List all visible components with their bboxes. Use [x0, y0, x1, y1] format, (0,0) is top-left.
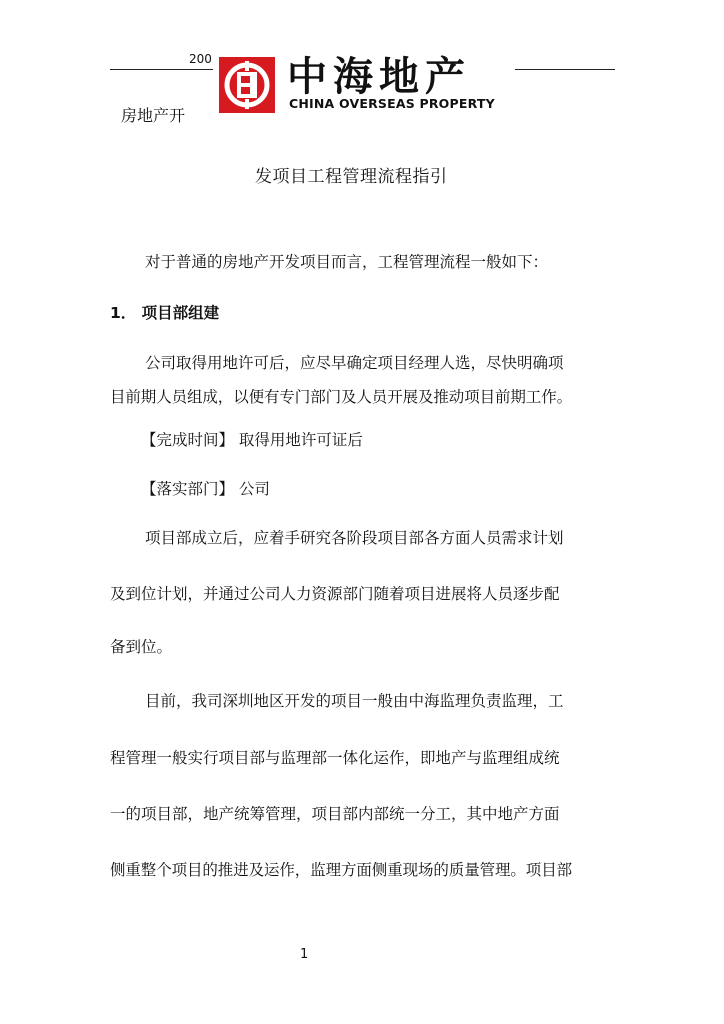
- responsible-dept-line: 【落实部门】 公司: [141, 480, 270, 498]
- intro-paragraph: 对于普通的房地产开发项目而言，工程管理流程一般如下：: [145, 253, 549, 271]
- paragraph-line: 备到位。: [110, 638, 173, 656]
- header-left-text: 房地产开: [121, 106, 186, 125]
- paragraph-line: 目前期人员组成，以便有专门部门及人员开展及推动项目前期工作。: [110, 388, 573, 406]
- logo-chinese-name: 中海地产: [287, 53, 471, 100]
- logo-english-name: CHINA OVERSEAS PROPERTY: [289, 96, 495, 111]
- paragraph-line: 及到位计划，并通过公司人力资源部门随着项目进展将人员逐步配: [110, 585, 560, 603]
- company-logo: [213, 55, 515, 117]
- section-heading: 1． 项目部组建: [110, 304, 220, 322]
- logo-emblem-icon: [219, 57, 275, 113]
- paragraph-line: 一的项目部，地产统筹管理，项目部内部统一分工，其中地产方面: [110, 805, 560, 823]
- paragraph-line: 程管理一般实行项目部与监理部一体化运作，即地产与监理组成统: [110, 749, 560, 767]
- header-rule-left: [110, 69, 214, 70]
- paragraph-line: 公司取得用地许可后，应尽早确定项目经理人选，尽快明确项: [145, 354, 564, 372]
- paragraph-line: 项目部成立后，应着手研究各阶段项目部各方面人员需求计划: [145, 529, 564, 547]
- paragraph-line: 目前，我司深圳地区开发的项目一般由中海监理负责监理，工: [145, 692, 564, 710]
- completion-time-line: 【完成时间】 取得用地许可证后: [141, 431, 363, 449]
- header-year: 200: [189, 52, 212, 66]
- document-title: 发项目工程管理流程指引: [255, 167, 448, 187]
- paragraph-line: 侧重整个项目的推进及运作，监理方面侧重现场的质量管理。项目部: [110, 861, 573, 879]
- page-number: 1: [300, 947, 309, 962]
- header-rule-right: [515, 69, 615, 70]
